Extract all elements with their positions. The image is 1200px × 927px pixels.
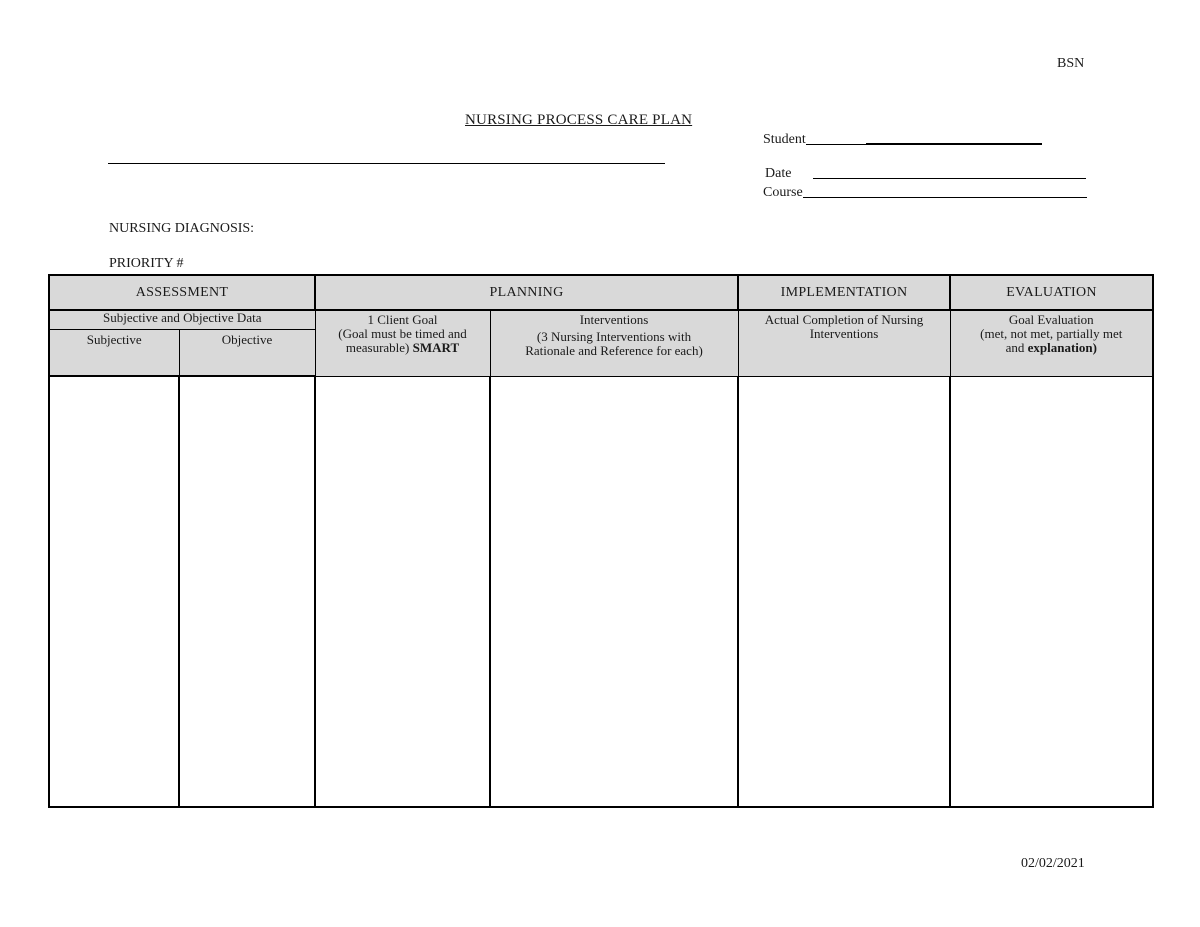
explanation-label: explanation) xyxy=(1027,340,1097,356)
objective-cell[interactable] xyxy=(179,376,315,807)
page-title: NURSING PROCESS CARE PLAN xyxy=(465,112,693,128)
implementation-header: IMPLEMENTATION xyxy=(738,275,950,310)
planning-header: PLANNING xyxy=(315,275,738,310)
smart-label: SMART xyxy=(412,340,460,356)
nursing-diagnosis-label: NURSING DIAGNOSIS: xyxy=(109,221,255,236)
priority-label: PRIORITY # xyxy=(109,256,184,271)
interventions-cell[interactable] xyxy=(490,376,738,807)
program-label: BSN xyxy=(1057,56,1085,71)
subjective-objective-header: Subjective and Objective Data xyxy=(49,310,315,330)
implementation-cell[interactable] xyxy=(738,376,950,807)
care-plan-table xyxy=(48,274,1154,808)
assessment-header: ASSESSMENT xyxy=(49,275,315,310)
client-goal-header: 1 Client Goal (Goal must be timed and measurable) SMART xyxy=(315,310,490,376)
course-field[interactable] xyxy=(763,185,1087,201)
table-subheader-row xyxy=(49,310,1153,330)
evaluation-cell[interactable] xyxy=(950,376,1153,807)
date-field[interactable] xyxy=(765,166,1086,182)
student-field[interactable] xyxy=(763,132,1042,148)
evaluation-header: EVALUATION xyxy=(950,275,1153,310)
objective-header: Objective xyxy=(179,330,315,377)
student-input-line[interactable] xyxy=(866,142,1042,145)
footer-date: 02/02/2021 xyxy=(1021,856,1085,871)
implementation-subheader: Actual Completion of Nursing Interventions xyxy=(738,310,950,376)
name-line[interactable] xyxy=(108,163,665,164)
date-label: Date xyxy=(765,166,792,181)
subjective-cell[interactable] xyxy=(49,376,179,807)
subjective-header: Subjective xyxy=(49,330,179,377)
interventions-header: Interventions (3 Nursing Interventions with Rationale and Reference for each) xyxy=(490,310,738,376)
date-input-line[interactable] xyxy=(813,177,1086,179)
evaluation-subheader: Goal Evaluation (met, not met, partially met and explanation) xyxy=(950,310,1153,376)
client-goal-cell[interactable] xyxy=(315,376,490,807)
table-row xyxy=(49,376,1153,807)
table-header-row xyxy=(49,275,1153,310)
student-label: Student xyxy=(763,132,806,147)
course-label: Course xyxy=(763,185,803,200)
course-input-line[interactable] xyxy=(803,196,1087,198)
